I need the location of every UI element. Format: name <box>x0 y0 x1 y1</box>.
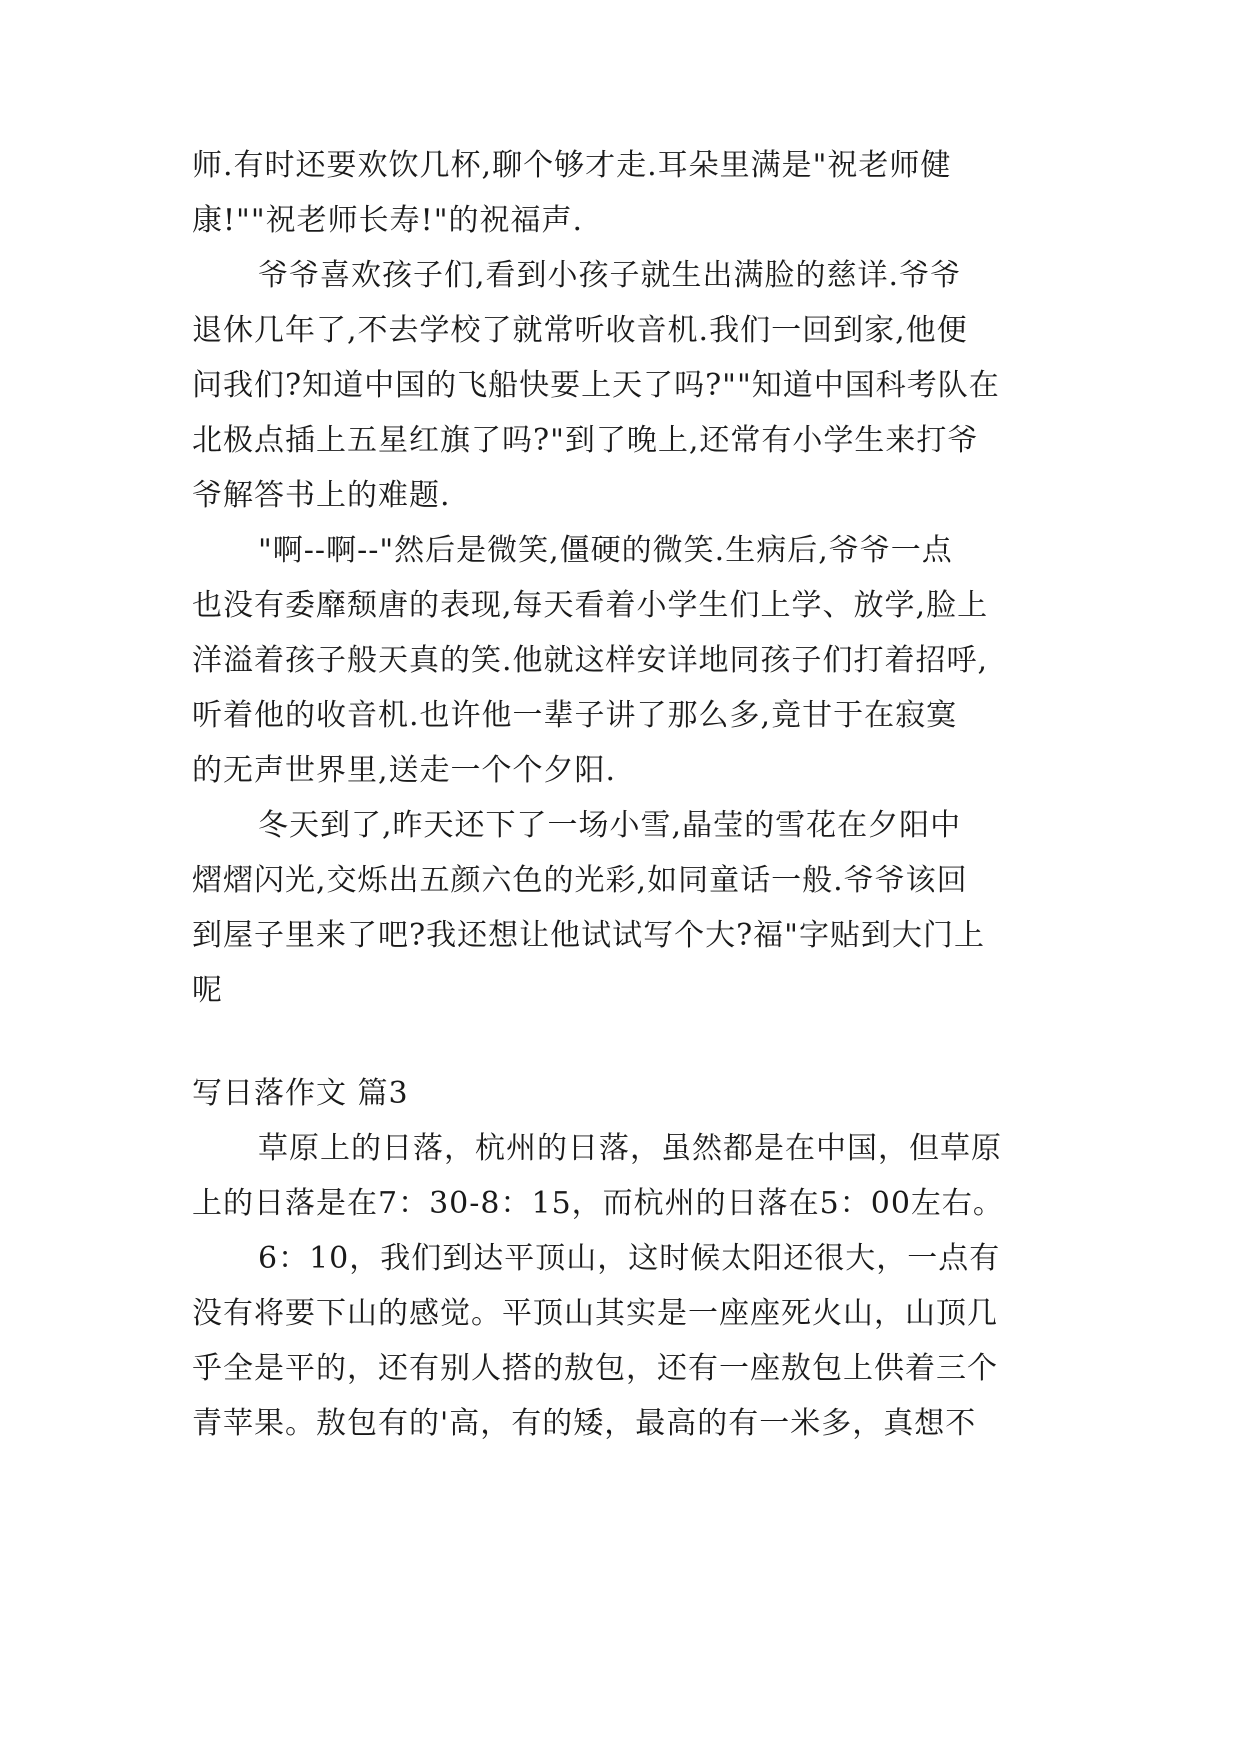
paragraph-start-line: 冬天到了,昨天还下了一场小雪,晶莹的雪花在夕阳中 <box>258 808 962 843</box>
text-line: 青苹果。敖包有的'高，有的矮，最高的有一米多，真想不 <box>192 1406 977 1441</box>
text-line: 呢 <box>192 973 223 1008</box>
text-line: 问我们?知道中国的飞船快要上天了吗?""知道中国科考队在 <box>192 368 1000 403</box>
text-line: 康!""祝老师长寿!"的祝福声. <box>192 203 584 238</box>
text-line: 乎全是平的，还有别人搭的敖包，还有一座敖包上供着三个 <box>192 1351 998 1386</box>
text-line: 熠熠闪光,交烁出五颜六色的光彩,如同童话一般.爷爷该回 <box>192 863 968 898</box>
text-line: 北极点插上五星红旗了吗?"到了晚上,还常有小学生来打爷 <box>192 423 979 458</box>
text-line: 听着他的收音机.也许他一辈子讲了那么多,竟甘于在寂寞 <box>192 698 958 733</box>
paragraph-start-line: 爷爷喜欢孩子们,看到小孩子就生出满脸的慈详.爷爷 <box>258 258 962 293</box>
text-line: 爷解答书上的难题. <box>192 478 451 513</box>
paragraph-start-line: 6：10，我们到达平顶山，这时候太阳还很大，一点有 <box>258 1241 1001 1276</box>
text-line: 的无声世界里,送走一个个夕阳. <box>192 753 617 788</box>
section-heading: 写日落作文 篇3 <box>192 1076 409 1111</box>
text-line: 上的日落是在7：30-8：15，而杭州的日落在5：00左右。 <box>192 1186 1004 1221</box>
text-line: 退休几年了,不去学校了就常听收音机.我们一回到家,他便 <box>192 313 968 348</box>
text-line: 师.有时还要欢饮几杯,聊个够才走.耳朵里满是"祝老师健 <box>192 148 952 183</box>
text-line: 没有将要下山的感觉。平顶山其实是一座座死火山，山顶几 <box>192 1296 998 1331</box>
paragraph-start-line: 草原上的日落，杭州的日落，虽然都是在中国，但草原 <box>258 1131 1002 1166</box>
text-line: 到屋子里来了吧?我还想让他试试写个大?福"字贴到大门上 <box>192 918 985 953</box>
text-line: 洋溢着孩子般天真的笑.他就这样安详地同孩子们打着招呼, <box>192 643 989 678</box>
paragraph-start-line: "啊--啊--"然后是微笑,僵硬的微笑.生病后,爷爷一点 <box>258 533 953 568</box>
text-line: 也没有委靡颓唐的表现,每天看着小学生们上学、放学,脸上 <box>192 588 989 623</box>
